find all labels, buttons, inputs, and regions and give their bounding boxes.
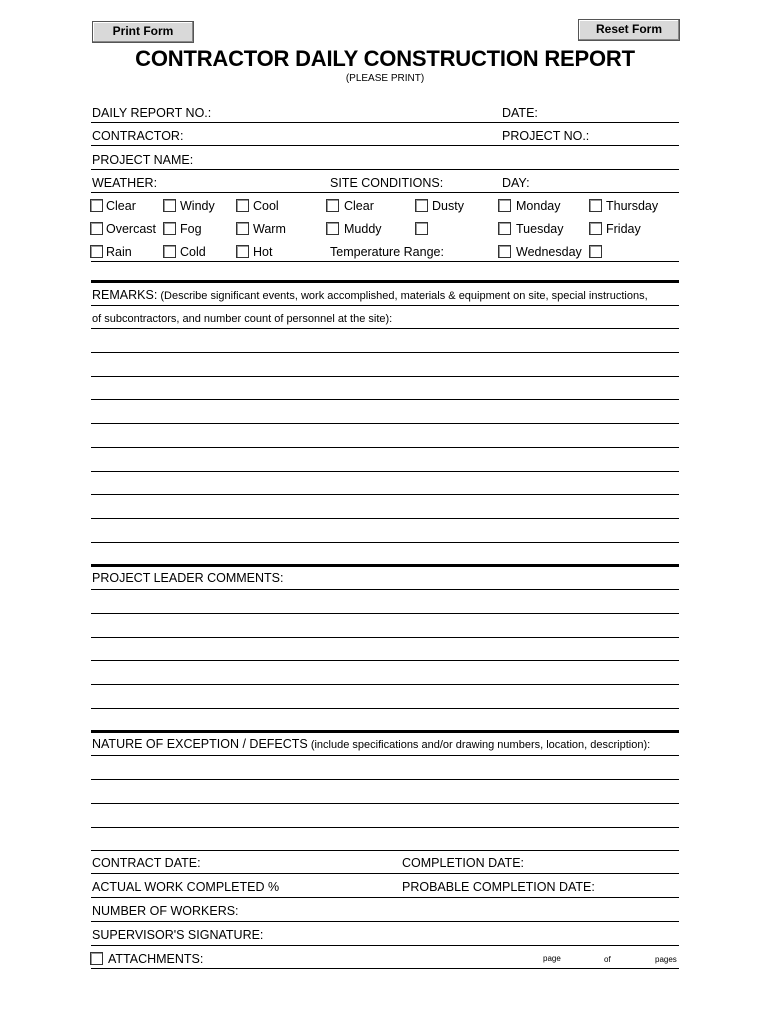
- section-divider: [91, 280, 679, 283]
- number-of-workers-label: NUMBER OF WORKERS:: [92, 904, 239, 918]
- weather-windy-label: Windy: [180, 199, 215, 213]
- comments-line[interactable]: [91, 684, 679, 685]
- remarks-line[interactable]: [91, 471, 679, 472]
- weather-hot-label: Hot: [253, 245, 273, 259]
- remarks-line[interactable]: [91, 447, 679, 448]
- exception-heading: [92, 737, 650, 751]
- divider: [91, 755, 679, 756]
- comments-line[interactable]: [91, 660, 679, 661]
- day-tuesday-checkbox[interactable]: [498, 222, 511, 235]
- comments-line[interactable]: [91, 613, 679, 614]
- divider: [91, 169, 679, 170]
- site-muddy-checkbox[interactable]: [326, 222, 339, 235]
- day-monday-checkbox[interactable]: [498, 199, 511, 212]
- day-monday-label: Monday: [516, 199, 561, 213]
- attachments-checkbox[interactable]: [90, 952, 103, 965]
- divider: [91, 921, 679, 922]
- daily-report-no-label: DAILY REPORT NO.:: [92, 106, 212, 120]
- weather-clear-label: Clear: [106, 199, 136, 213]
- exception-line[interactable]: [91, 850, 679, 851]
- site-clear-label: Clear: [344, 199, 374, 213]
- remarks-label: REMARKS:: [92, 288, 158, 302]
- probable-completion-date-label: PROBABLE COMPLETION DATE:: [402, 880, 595, 894]
- remarks-line[interactable]: [91, 542, 679, 543]
- attachments-label: ATTACHMENTS:: [108, 952, 204, 966]
- pages-label: pages: [655, 955, 677, 964]
- day-friday-checkbox[interactable]: [589, 222, 602, 235]
- site-clear-checkbox[interactable]: [326, 199, 339, 212]
- day-wednesday-checkbox[interactable]: [498, 245, 511, 258]
- day-friday-label: Friday: [606, 222, 641, 236]
- temperature-range-label: Temperature Range:: [330, 245, 444, 259]
- comments-line[interactable]: [91, 708, 679, 709]
- weather-cool-checkbox[interactable]: [236, 199, 249, 212]
- weather-rain-label: Rain: [106, 245, 132, 259]
- page-subtitle: (PLEASE PRINT): [345, 73, 425, 84]
- site-dusty-label: Dusty: [432, 199, 464, 213]
- section-divider: [91, 730, 679, 733]
- divider: [91, 968, 679, 969]
- actual-work-completed-label: ACTUAL WORK COMPLETED %: [92, 880, 280, 894]
- weather-warm-checkbox[interactable]: [236, 222, 249, 235]
- divider: [91, 261, 679, 262]
- project-no-label: PROJECT NO.:: [502, 129, 590, 143]
- completion-date-label: COMPLETION DATE:: [402, 856, 525, 870]
- site-muddy-label: Muddy: [344, 222, 382, 236]
- day-label: DAY:: [502, 176, 530, 190]
- remarks-line[interactable]: [91, 376, 679, 377]
- exception-line[interactable]: [91, 779, 679, 780]
- contract-date-label: CONTRACT DATE:: [92, 856, 201, 870]
- project-name-label: PROJECT NAME:: [92, 153, 194, 167]
- contractor-label: CONTRACTOR:: [92, 129, 184, 143]
- weather-fog-checkbox[interactable]: [163, 222, 176, 235]
- comments-line[interactable]: [91, 637, 679, 638]
- reset-form-button[interactable]: Reset Form: [578, 19, 680, 41]
- remarks-line[interactable]: [91, 328, 679, 329]
- of-label: of: [604, 955, 611, 964]
- weather-fog-label: Fog: [180, 222, 202, 236]
- supervisor-signature-label: SUPERVISOR'S SIGNATURE:: [92, 928, 264, 942]
- exception-line[interactable]: [91, 827, 679, 828]
- section-divider: [91, 564, 679, 567]
- weather-hot-checkbox[interactable]: [236, 245, 249, 258]
- weather-overcast-checkbox[interactable]: [90, 222, 103, 235]
- weather-windy-checkbox[interactable]: [163, 199, 176, 212]
- weather-cold-checkbox[interactable]: [163, 245, 176, 258]
- day-tuesday-label: Tuesday: [516, 222, 564, 236]
- divider: [91, 305, 679, 306]
- weather-rain-checkbox[interactable]: [90, 245, 103, 258]
- remarks-line[interactable]: [91, 423, 679, 424]
- remarks-line[interactable]: [91, 494, 679, 495]
- remarks-heading: [92, 288, 648, 302]
- site-other-checkbox[interactable]: [415, 222, 428, 235]
- divider: [91, 945, 679, 946]
- divider: [91, 897, 679, 898]
- remarks-line[interactable]: [91, 399, 679, 400]
- weather-cool-label: Cool: [253, 199, 279, 213]
- remarks-line[interactable]: [91, 352, 679, 353]
- divider: [91, 192, 679, 193]
- weather-overcast-label: Overcast: [106, 222, 157, 236]
- weather-cold-label: Cold: [180, 245, 206, 259]
- remarks-description: (Describe significant events, work accomplished, materials & equipment on site, special instructions,: [157, 290, 648, 302]
- day-thursday-label: Thursday: [606, 199, 659, 213]
- divider: [91, 145, 679, 146]
- divider: [91, 873, 679, 874]
- weather-label: WEATHER:: [92, 176, 158, 190]
- print-form-button[interactable]: Print Form: [92, 21, 194, 43]
- day-wednesday-label: Wednesday: [516, 245, 582, 259]
- project-leader-comments-label: PROJECT LEADER COMMENTS:: [92, 571, 284, 585]
- site-conditions-label: SITE CONDITIONS:: [330, 176, 444, 190]
- divider: [91, 589, 679, 590]
- weather-clear-checkbox[interactable]: [90, 199, 103, 212]
- day-other-checkbox[interactable]: [589, 245, 602, 258]
- site-dusty-checkbox[interactable]: [415, 199, 428, 212]
- weather-warm-label: Warm: [253, 222, 286, 236]
- exception-label: NATURE OF EXCEPTION / DEFECTS: [92, 737, 308, 751]
- divider: [91, 122, 679, 123]
- date-label: DATE:: [502, 106, 538, 120]
- remarks-description-cont: of subcontractors, and number count of personnel at the site):: [92, 313, 393, 325]
- remarks-line[interactable]: [91, 518, 679, 519]
- page-label: page: [543, 954, 561, 963]
- day-thursday-checkbox[interactable]: [589, 199, 602, 212]
- page-title: CONTRACTOR DAILY CONSTRUCTION REPORT: [135, 46, 635, 71]
- exception-description: (include specifications and/or drawing numbers, location, description):: [307, 739, 651, 751]
- exception-line[interactable]: [91, 803, 679, 804]
